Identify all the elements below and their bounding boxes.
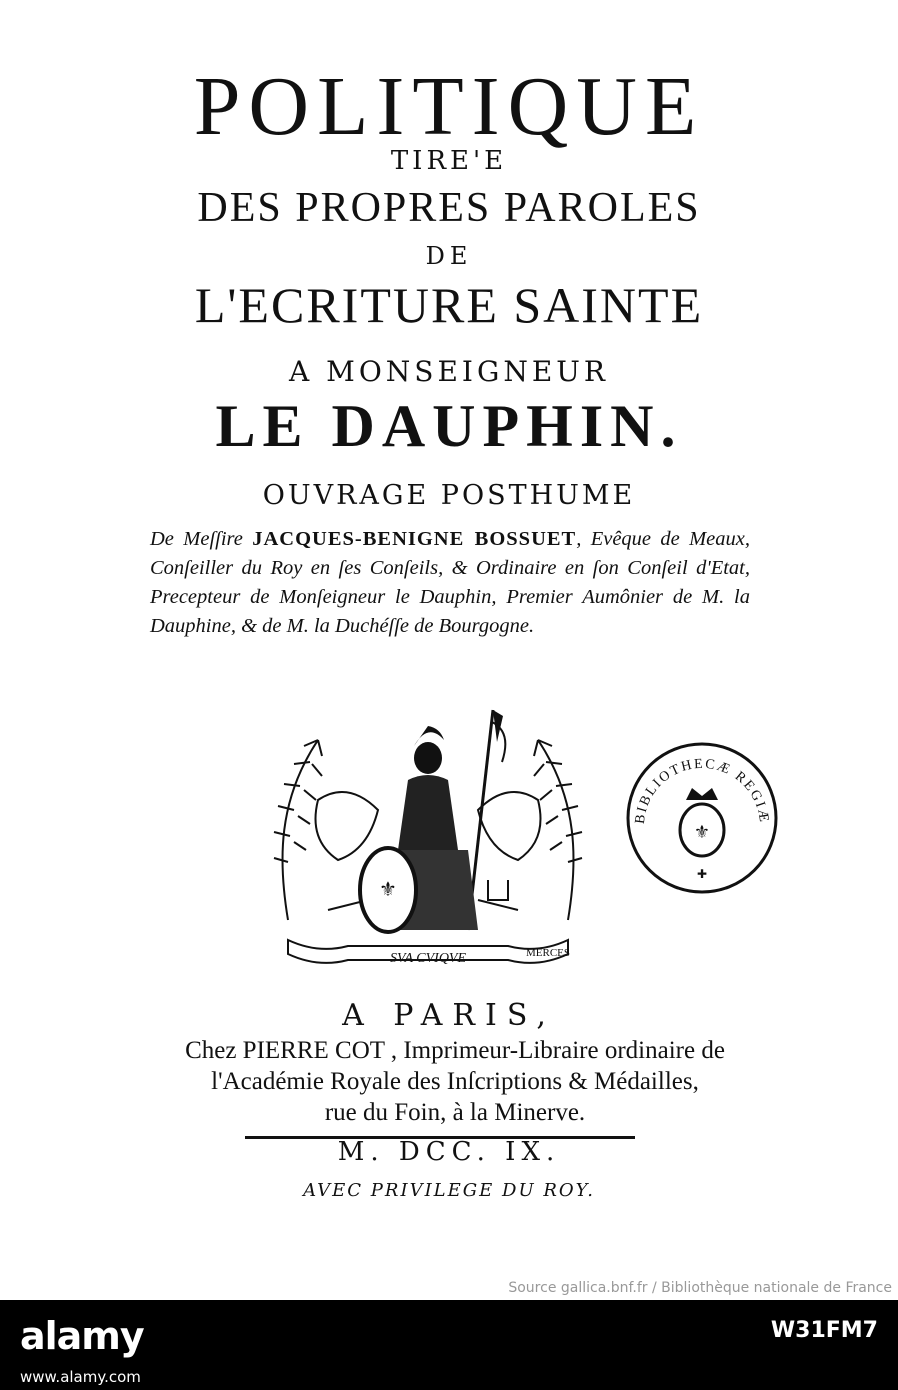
title-line-de: DE — [425, 242, 473, 270]
publisher-line-2: l'Académie Royale des Inſcriptions & Médailles, — [211, 1068, 699, 1095]
author-name: JACQUES-BENIGNE BOSSUET — [252, 528, 577, 550]
author-titles: , Evêque de Meaux, Conſeiller du Roy en ſes Conſeils, & Ordinaire en ſon Conſeil d'Etat, Precepteur de Monſeigneur le Dauphin, Premier Aumônier de M. la Dauphine, & de M. la Duchéſſe de Bourgogne. — [150, 528, 750, 637]
imprint-date: M. DCC. IX. — [337, 1137, 561, 1167]
title-line-politique: POLITIQUE — [193, 60, 705, 153]
image-id: W31FM7 — [770, 1318, 878, 1343]
author-prefix: De Meſſire — [150, 528, 253, 550]
svg-text:✚: ✚ — [696, 867, 708, 881]
imprint-place: A PARIS, — [342, 998, 556, 1033]
title-line-monseigneur: A MONSEIGNEUR — [289, 355, 609, 388]
publisher-line-3: rue du Foin, à la Minerve. — [324, 1099, 586, 1126]
footer-url: www.alamy.com — [20, 1368, 141, 1386]
seal-text: BIBLIOTHECÆ REGIÆ — [632, 756, 772, 825]
title-line-propres-paroles: DES PROPRES PAROLES — [197, 185, 701, 231]
svg-text:BIBLIOTHECÆ REGIÆ — [633, 757, 771, 825]
minerva-emblem-engraving — [248, 700, 608, 990]
source-credit: Source gallica.bnf.fr / Bibliothèque nationale de France — [508, 1280, 892, 1296]
title-line-ouvrage-posthume: OUVRAGE POSTHUME — [262, 480, 636, 511]
svg-text:⚜: ⚜ — [693, 822, 711, 843]
emblem-motto-right: MERCES — [525, 947, 571, 959]
watermark-footer — [0, 1300, 898, 1390]
title-line-tiree: TIRE'E — [390, 146, 508, 176]
emblem-motto-center: SVA CVIQVE — [389, 951, 467, 966]
title-line-dauphin: LE DAUPHIN. — [215, 393, 683, 459]
bibliotheca-regia-stamp — [622, 738, 782, 898]
title-line-ecriture-sainte: L'ECRITURE SAINTE — [194, 277, 704, 333]
svg-text:⚜: ⚜ — [379, 877, 397, 901]
royal-privilege: AVEC PRIVILEGE DU ROY. — [303, 1180, 595, 1201]
publisher-line-1: Chez PIERRE COT , Imprimeur-Libraire ordinaire de — [185, 1037, 725, 1064]
alamy-logo: alamy — [20, 1314, 144, 1358]
author-paragraph — [150, 525, 750, 641]
